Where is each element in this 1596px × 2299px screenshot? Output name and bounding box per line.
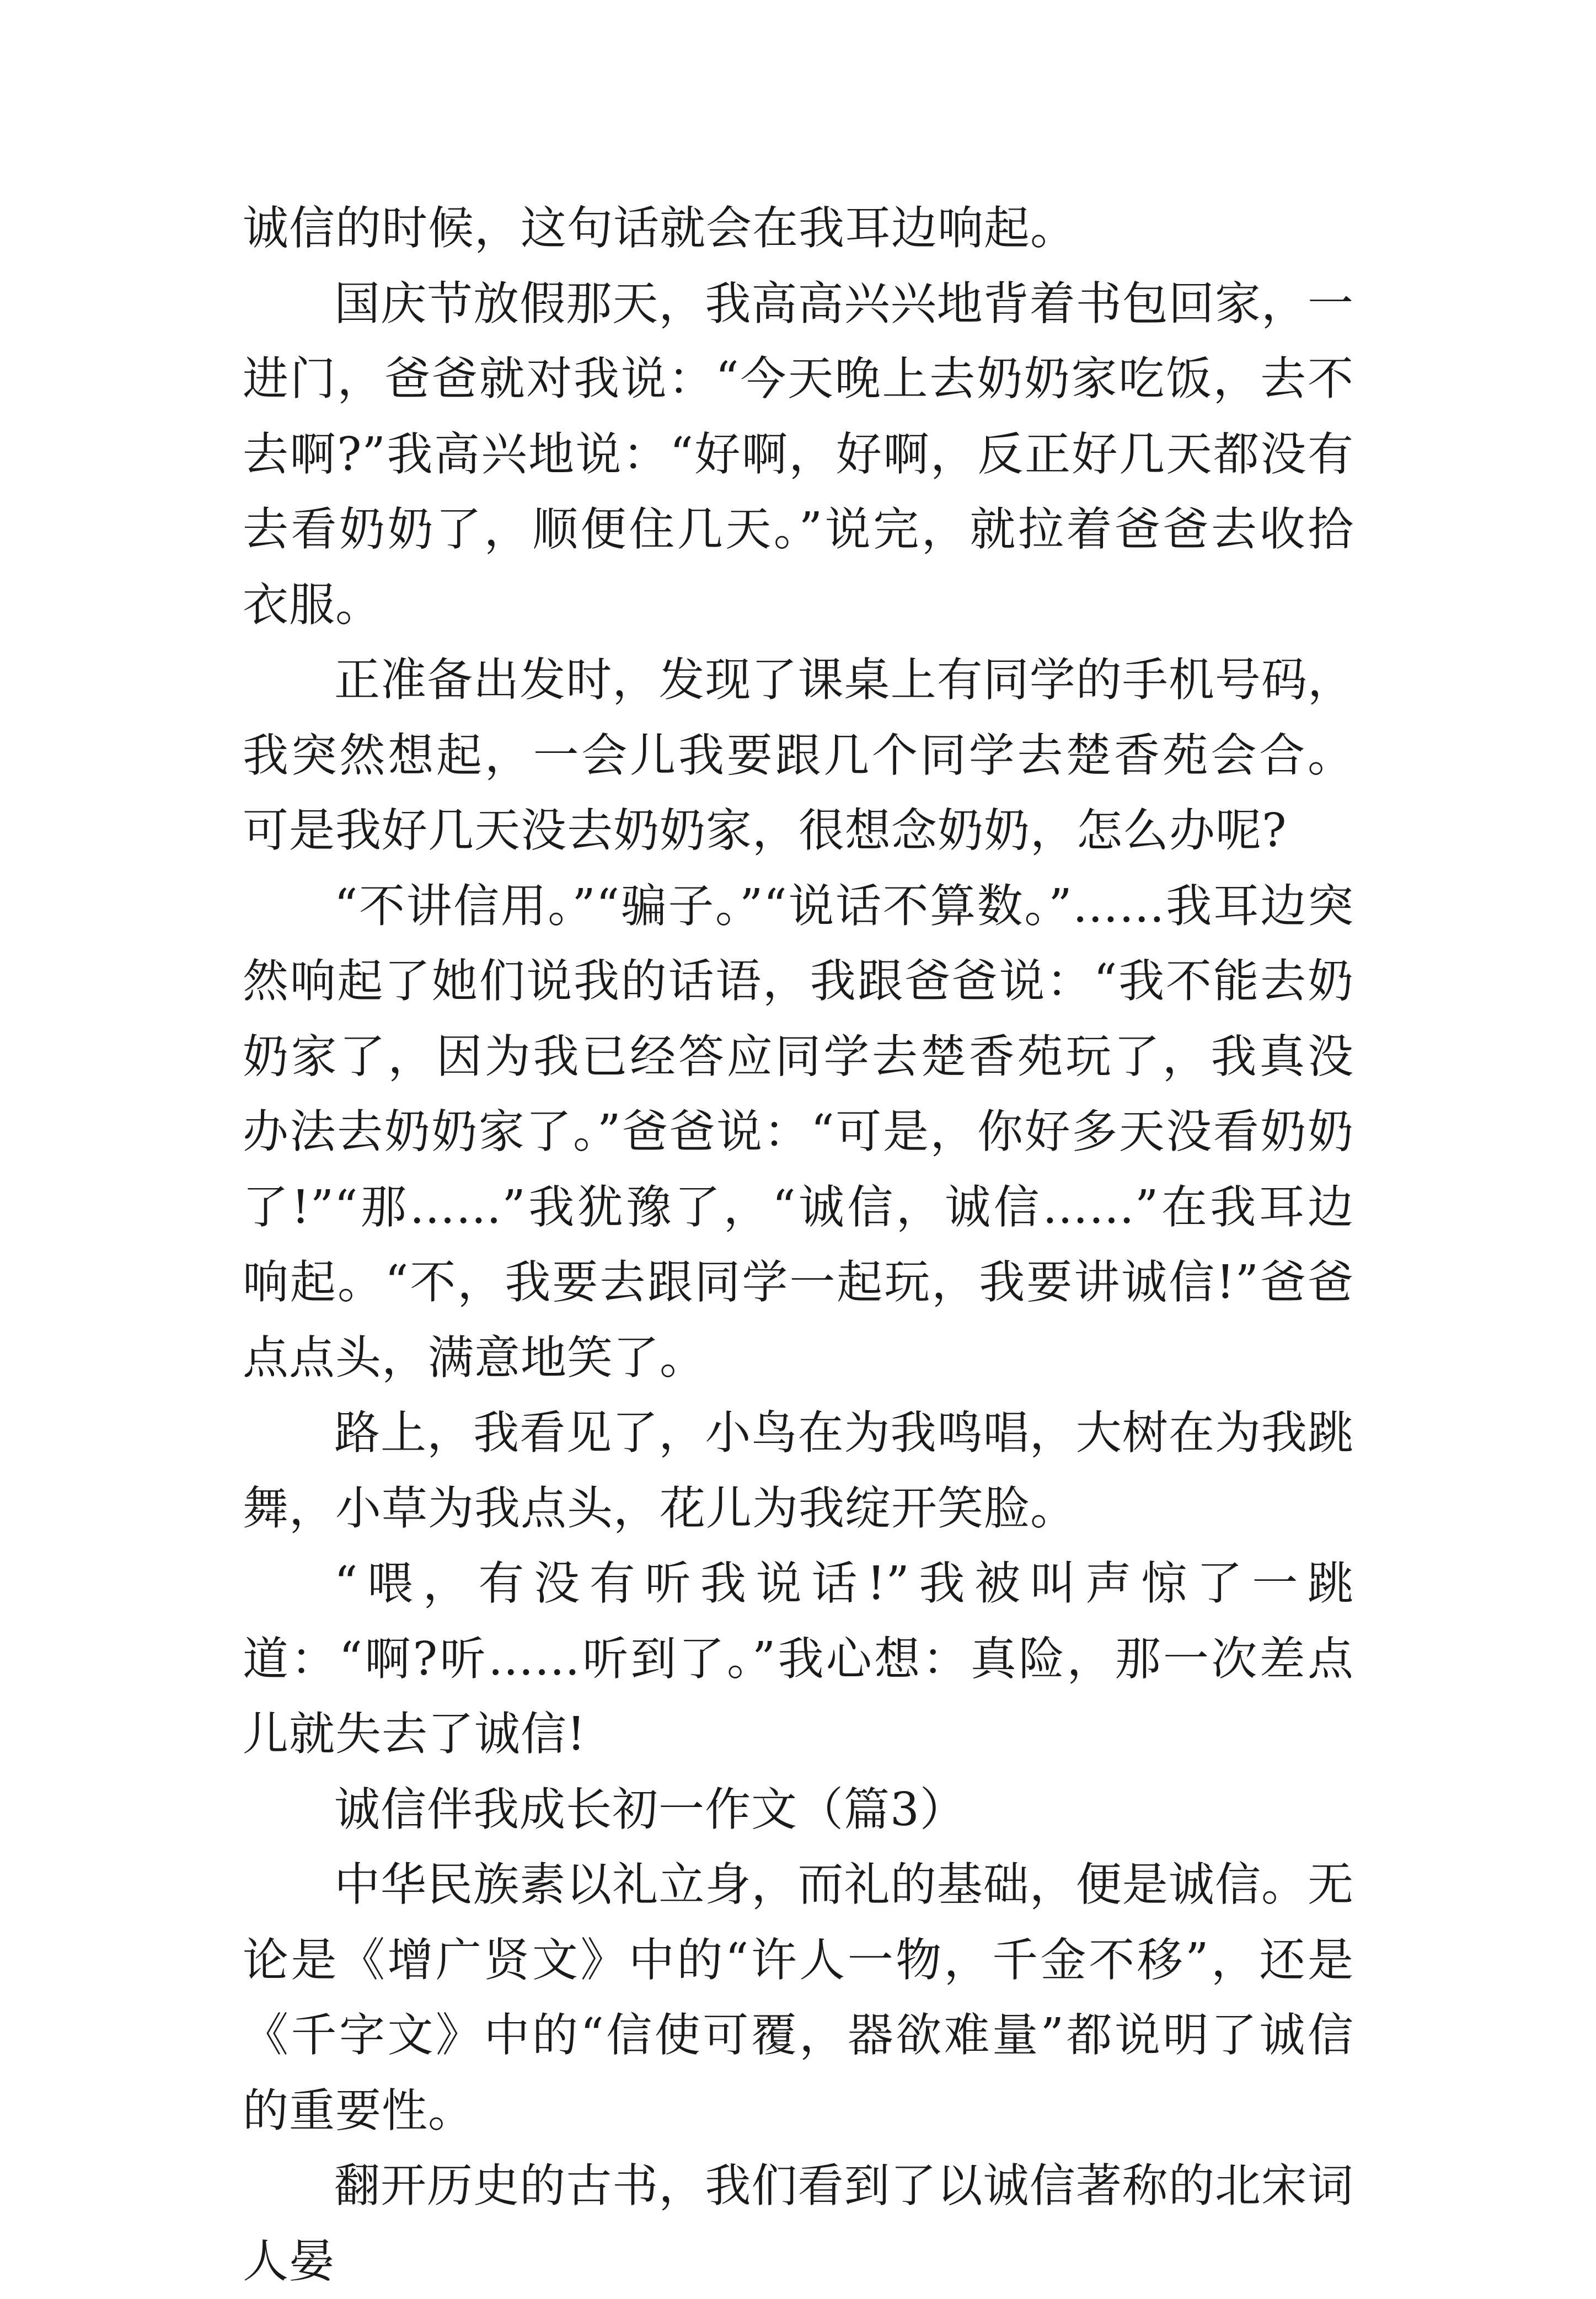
paragraph-dialogue: “不讲信用。”“骗子。”“说话不算数。”……我耳边突然响起了她们说我的话语，我跟爸爸说：“我不能去奶奶家了，因为我已经答应同学去楚香苑玩了，我真没办法去奶奶家了。”爸爸说：“可是，你好多天没看奶奶了!”“那……”我犹豫了，“诚信，诚信……”在我耳边响起。“不，我要去跟同学一起玩，我要讲诚信!”爸爸点点头，满意地笑了。 bbox=[243, 879, 1354, 1384]
paragraph-on-the-road: 路上，我看见了，小鸟在为我鸣唱，大树在为我跳舞，小草为我点头，花儿为我绽开笑脸。 bbox=[243, 1406, 1354, 1535]
paragraph-history: 翻开历史的古书，我们看到了以诚信著称的北宋词人晏 bbox=[243, 2159, 1354, 2288]
paragraph-chinese-nation: 中华民族素以礼立身，而礼的基础，便是诚信。无论是《增广贤文》中的“许人一物，千金不移”，还是《千字文》中的“信使可覆，器欲难量”都说明了诚信的重要性。 bbox=[243, 1858, 1354, 2137]
paragraph-continuation: 诚信的时候，这句话就会在我耳边响起。 bbox=[243, 201, 1077, 255]
section-title: 诚信伴我成长初一作文（篇3） bbox=[334, 1782, 966, 1836]
document-body bbox=[243, 191, 1354, 2299]
paragraph-departure: 正准备出发时，发现了课桌上有同学的手机号码，我突然想起，一会儿我要跟几个同学去楚香苑会合。可是我好几天没去奶奶家，很想念奶奶，怎么办呢? bbox=[243, 653, 1354, 857]
paragraph-national-day: 国庆节放假那天，我高高兴兴地背着书包回家，一进门，爸爸就对我说：“今天晚上去奶奶家吃饭，去不去啊?”我高兴地说：“好啊，好啊，反正好几天都没有去看奶奶了，顺便住几天。”说完，就拉着爸爸去收拾衣服。 bbox=[243, 276, 1354, 632]
paragraph-ending: “喂，有没有听我说话!”我被叫声惊了一跳道：“啊?听……听到了。”我心想：真险，那一次差点儿就失去了诚信! bbox=[243, 1557, 1354, 1761]
